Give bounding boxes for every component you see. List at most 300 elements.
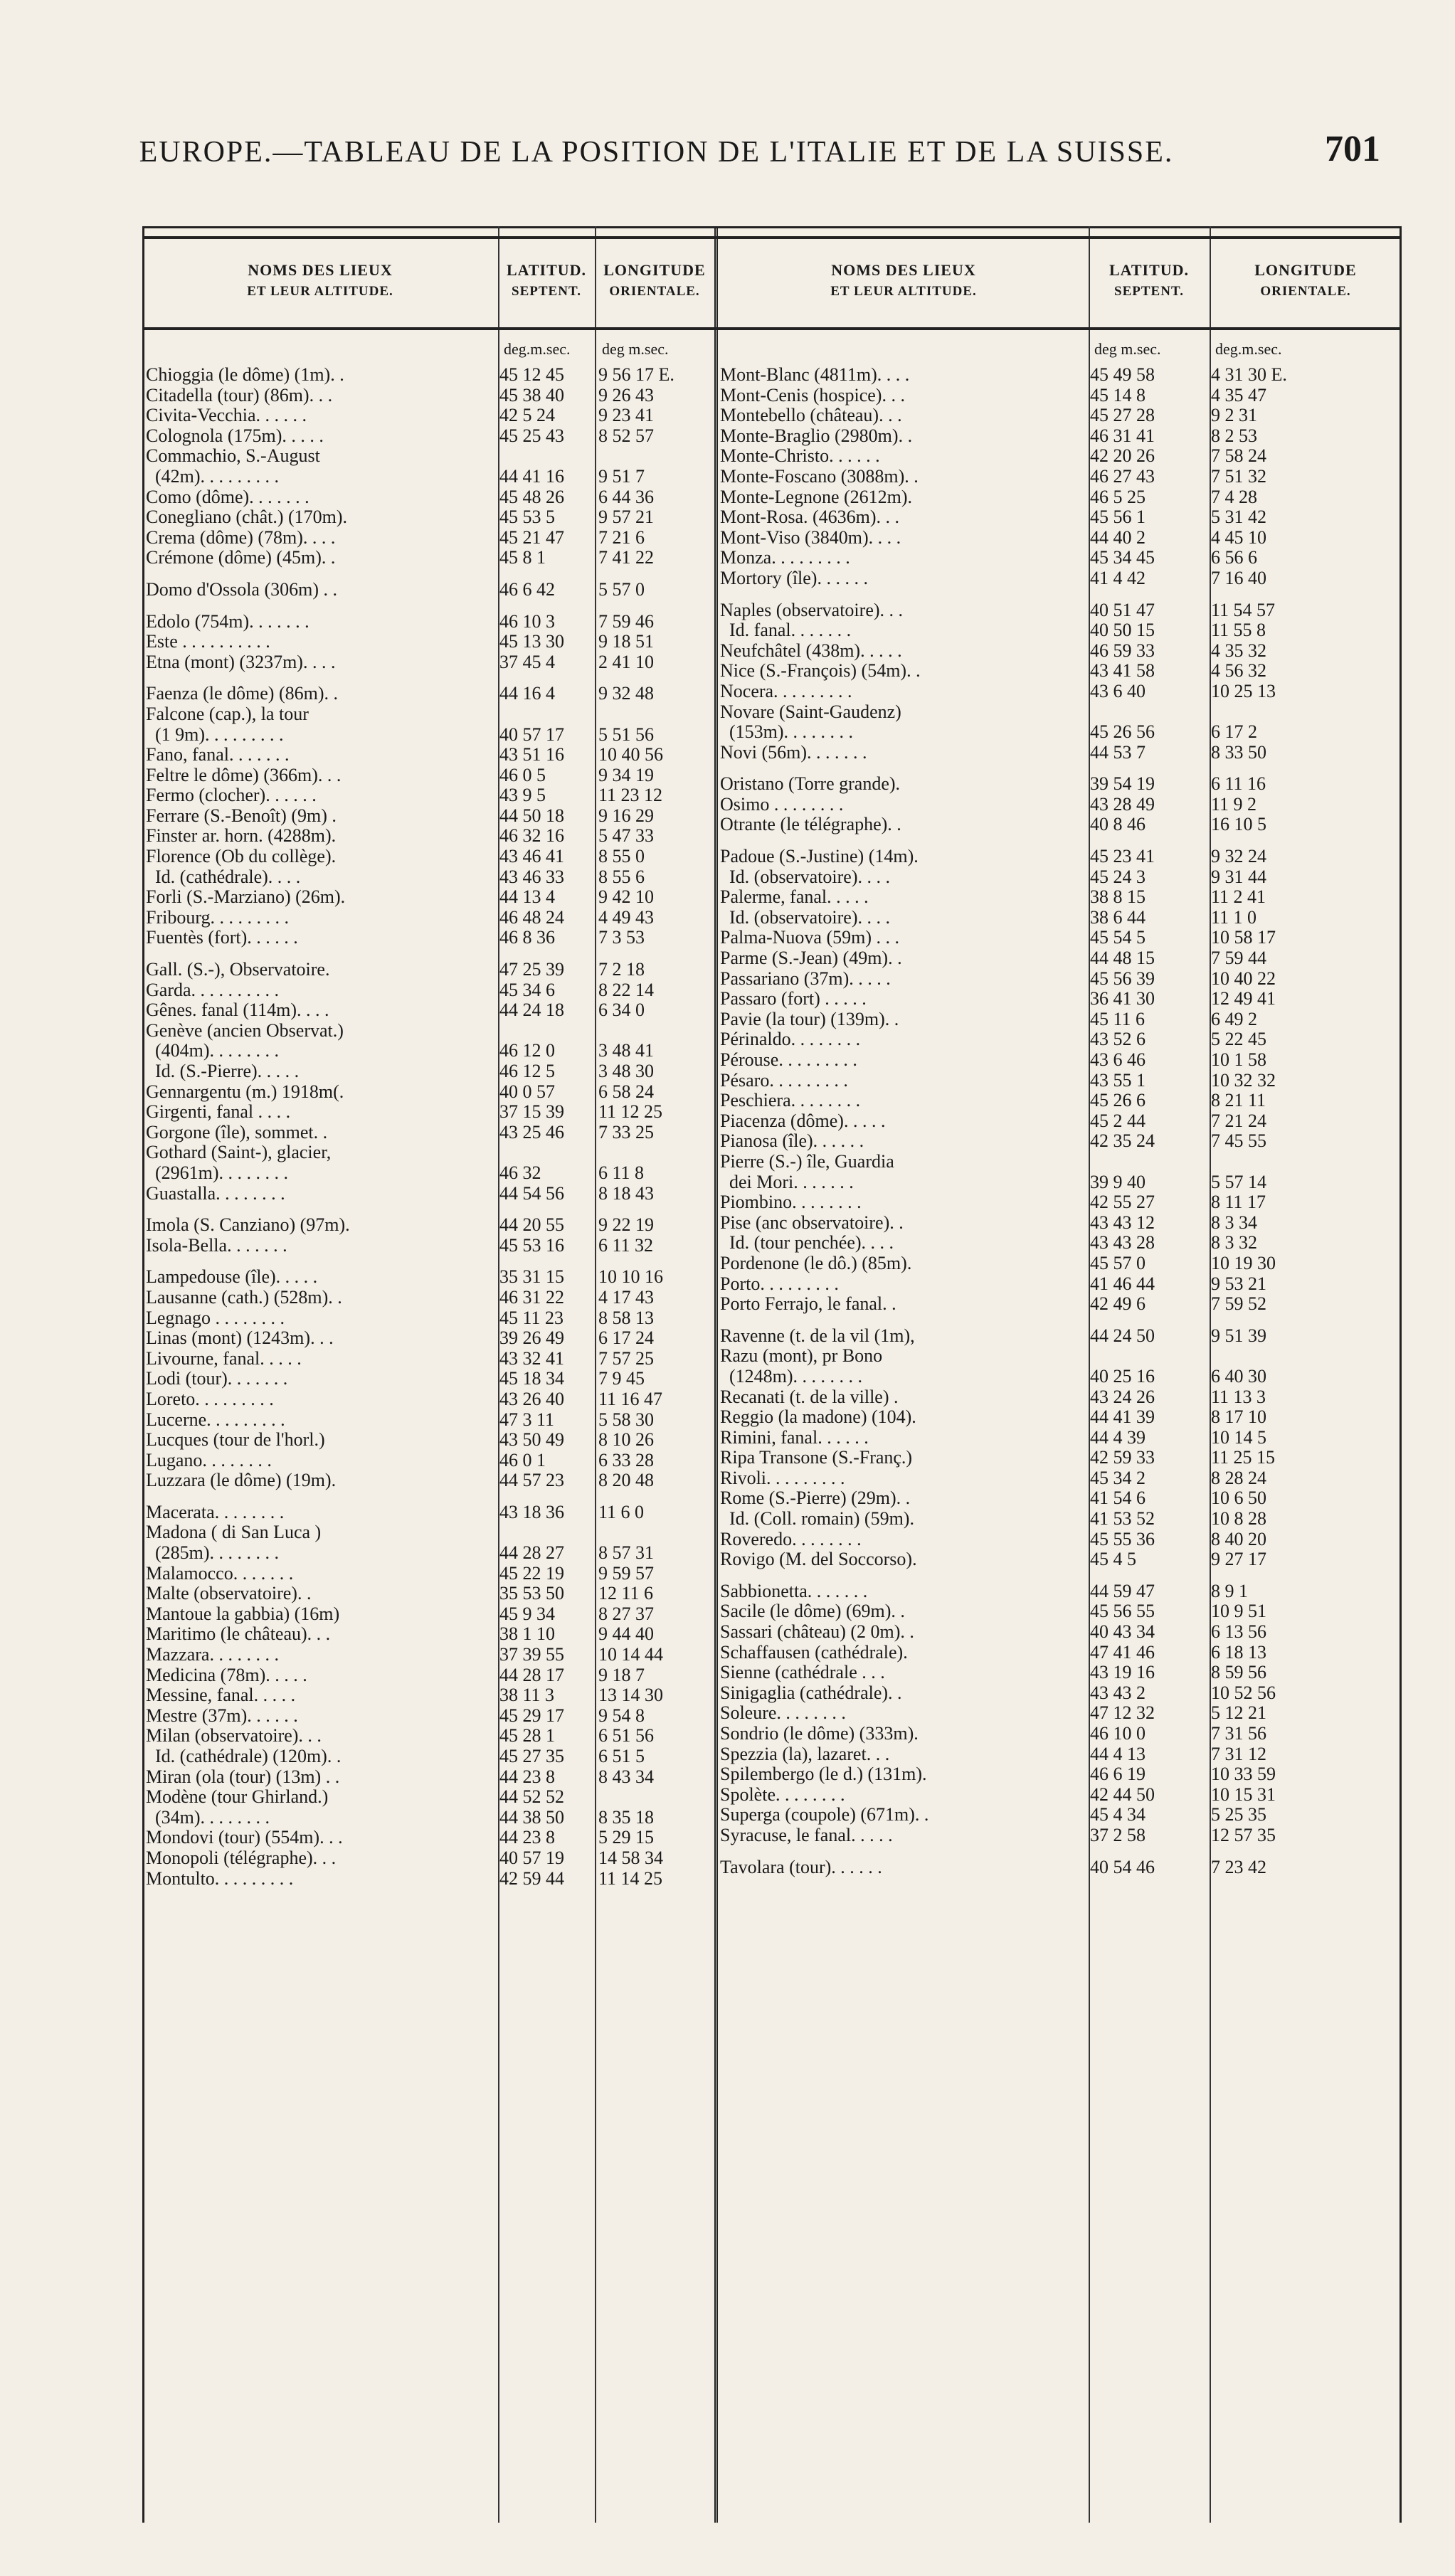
- latitude-value: 46 0 1: [499, 1449, 546, 1470]
- place-name: Mont-Cenis (hospice). . .: [720, 384, 905, 406]
- left-lat-units: deg.m.sec.: [504, 340, 571, 358]
- latitude-value: 47 41 46: [1090, 1641, 1155, 1663]
- longitude-value: 4 17 43: [598, 1286, 654, 1308]
- table-row: [146, 1214, 715, 1235]
- place-name: Id. (Coll. romain) (59m).: [720, 1508, 914, 1530]
- latitude-value: 45 2 44: [1090, 1110, 1146, 1131]
- table-row: [720, 487, 1400, 507]
- place-name: Florence (Ob du collège).: [146, 846, 337, 867]
- latitude-value: 43 41 58: [1090, 660, 1155, 682]
- place-name: Este . . . . . . . . . .: [146, 631, 270, 652]
- longitude-value: 9 16 29: [598, 805, 654, 826]
- table-row: [720, 640, 1400, 661]
- longitude-value: 4 31 30 E.: [1211, 364, 1287, 385]
- table-row: [720, 405, 1400, 425]
- place-name: Gennargentu (m.) 1918m(.: [146, 1081, 344, 1102]
- latitude-value: 44 4 39: [1090, 1426, 1146, 1448]
- place-name: Mont-Rosa. (4636m). . .: [720, 507, 900, 528]
- latitude-value: 46 27 43: [1090, 465, 1155, 487]
- longitude-value: 10 33 59: [1211, 1764, 1276, 1785]
- place-name: Id. (observatoire). . . .: [720, 906, 890, 928]
- longitude-value: 6 34 0: [598, 1000, 645, 1021]
- right-lat-header: LATITUD. SEPTENT.: [1109, 261, 1190, 299]
- latitude-value: 46 6 42: [499, 578, 555, 600]
- table-row: [146, 466, 715, 487]
- latitude-value: 37 2 58: [1090, 1824, 1146, 1845]
- place-name: Miran (ola (tour) (13m) . .: [146, 1766, 340, 1787]
- latitude-value: 40 8 46: [1090, 814, 1146, 835]
- table-row: [146, 1746, 715, 1766]
- longitude-value: 8 59 56: [1211, 1662, 1266, 1683]
- place-name: Guastalla. . . . . . . .: [146, 1182, 285, 1204]
- table-row: [146, 1848, 715, 1868]
- longitude-value: 9 18 51: [598, 631, 654, 652]
- longitude-value: 8 11 17: [1211, 1192, 1266, 1213]
- table-row: [720, 1702, 1400, 1723]
- longitude-value: 9 44 40: [598, 1623, 654, 1645]
- longitude-value: 9 18 7: [598, 1664, 645, 1685]
- table-row: [146, 704, 715, 724]
- place-name: Fuentès (fort). . . . . .: [146, 927, 298, 948]
- place-name: Montulto. . . . . . . . .: [146, 1867, 294, 1889]
- latitude-value: 44 48 15: [1090, 948, 1155, 969]
- longitude-value: 9 42 10: [598, 886, 654, 908]
- longitude-value: 7 57 25: [598, 1347, 654, 1369]
- place-name: Osimo . . . . . . . .: [720, 793, 844, 815]
- table-row: [720, 1172, 1400, 1192]
- latitude-value: 43 32 41: [499, 1347, 564, 1369]
- longitude-value: 10 40 56: [598, 744, 663, 765]
- table-row: [720, 886, 1400, 907]
- place-name: Mantoue la gabbia) (16m): [146, 1603, 340, 1624]
- place-name: Pierre (S.-) île, Guardia: [720, 1150, 894, 1172]
- latitude-value: 44 52 52: [499, 1786, 564, 1808]
- latitude-value: 42 44 50: [1090, 1783, 1155, 1805]
- longitude-value: 8 55 6: [598, 866, 645, 887]
- table-row: [146, 507, 715, 527]
- place-name: Rovigo (M. del Soccorso).: [720, 1549, 917, 1570]
- longitude-value: 8 3 34: [1211, 1212, 1257, 1233]
- table-row: [146, 1827, 715, 1848]
- table-row: [146, 547, 715, 568]
- longitude-value: 14 58 34: [598, 1847, 663, 1868]
- longitude-value: 8 10 26: [598, 1429, 654, 1451]
- place-name: Novi (56m). . . . . . .: [720, 741, 867, 763]
- place-name: Civita-Vecchia. . . . . .: [146, 405, 307, 426]
- latitude-value: 44 13 4: [499, 886, 555, 908]
- longitude-value: 4 35 32: [1211, 640, 1266, 661]
- latitude-value: 36 41 30: [1090, 988, 1155, 1009]
- place-name: Razu (mont), pr Bono: [720, 1345, 883, 1367]
- table-row: [720, 1468, 1400, 1488]
- place-name: Madona ( di San Luca ): [146, 1522, 322, 1543]
- longitude-value: 4 45 10: [1211, 526, 1266, 548]
- place-name: Recanati (t. de la ville) .: [720, 1386, 899, 1407]
- longitude-value: 9 31 44: [1211, 866, 1266, 887]
- latitude-value: 43 18 36: [499, 1501, 564, 1522]
- latitude-value: 46 32: [499, 1162, 541, 1183]
- table-row: [720, 364, 1400, 385]
- latitude-value: 44 16 4: [499, 683, 555, 704]
- table-row: [720, 1345, 1400, 1366]
- latitude-value: 45 55 36: [1090, 1528, 1155, 1549]
- place-name: Rome (S.-Pierre) (29m). .: [720, 1488, 911, 1509]
- latitude-value: 45 38 40: [499, 384, 564, 406]
- longitude-value: 8 2 53: [1211, 425, 1257, 446]
- table-row: [720, 445, 1400, 466]
- longitude-value: 2 41 10: [598, 651, 654, 672]
- place-name: Pésaro. . . . . . . . .: [720, 1069, 848, 1091]
- place-name: Rivoli. . . . . . . . .: [720, 1467, 845, 1488]
- place-name: Messine, fanal. . . . .: [146, 1685, 296, 1706]
- longitude-value: 11 12 25: [598, 1101, 663, 1123]
- latitude-value: 43 46 33: [499, 866, 564, 887]
- right-name-header: NOMS DES LIEUX ET LEUR ALTITUDE.: [830, 261, 977, 299]
- table-row: [146, 825, 715, 846]
- right-lon-header: LONGITUDE ORIENTALE.: [1254, 261, 1357, 299]
- place-name: Girgenti, fanal . . . .: [146, 1101, 291, 1123]
- place-name: Soleure. . . . . . . .: [720, 1702, 846, 1724]
- place-name: dei Mori. . . . . . .: [720, 1171, 854, 1192]
- latitude-value: 42 35 24: [1090, 1130, 1155, 1152]
- table-row: [720, 927, 1400, 948]
- latitude-value: 43 26 40: [499, 1388, 564, 1409]
- longitude-value: 5 51 56: [598, 723, 654, 745]
- latitude-value: 40 51 47: [1090, 599, 1155, 620]
- longitude-value: 13 14 30: [598, 1685, 663, 1706]
- table-row: [146, 527, 715, 548]
- longitude-value: 9 56 17 E.: [598, 364, 674, 385]
- table-row: [720, 742, 1400, 763]
- place-name: Spolète. . . . . . . .: [720, 1783, 845, 1805]
- place-name: Monza. . . . . . . . .: [720, 547, 850, 568]
- place-name: Nocera. . . . . . . . .: [720, 680, 852, 701]
- latitude-value: 37 15 39: [499, 1101, 564, 1123]
- place-name: Passariano (37m). . . . .: [720, 968, 891, 989]
- latitude-value: 45 27 35: [499, 1746, 564, 1766]
- table-row: [146, 724, 715, 745]
- place-name: Etna (mont) (3237m). . . .: [146, 651, 336, 672]
- longitude-value: 9 32 24: [1211, 846, 1266, 867]
- header-bottom-rule: [142, 327, 1402, 330]
- latitude-value: 45 28 1: [499, 1725, 555, 1747]
- longitude-value: 6 11 8: [598, 1162, 645, 1183]
- place-name: Montebello (château). . .: [720, 405, 902, 426]
- table-row: [720, 660, 1400, 681]
- latitude-value: 45 11 23: [499, 1307, 564, 1328]
- place-name: Commachio, S.-August: [146, 445, 320, 467]
- table-row: [146, 927, 715, 948]
- longitude-value: 6 51 5: [598, 1746, 645, 1766]
- place-name: Gênes. fanal (114m). . . .: [146, 1000, 329, 1021]
- latitude-value: 45 25 43: [499, 425, 564, 446]
- left-lon-units: deg m.sec.: [602, 340, 669, 358]
- place-name: (404m). . . . . . . .: [146, 1040, 280, 1061]
- place-name: Conegliano (chât.) (170m).: [146, 507, 348, 528]
- latitude-value: 45 34 6: [499, 979, 555, 1000]
- right-column: [720, 364, 1400, 1877]
- table-row: [146, 1020, 715, 1041]
- table-row: [720, 1662, 1400, 1682]
- place-name: Pérouse. . . . . . . . .: [720, 1049, 857, 1070]
- table-row: [146, 1122, 715, 1143]
- table-row: [720, 600, 1400, 620]
- longitude-value: 6 33 28: [598, 1449, 654, 1470]
- longitude-value: 10 6 50: [1211, 1488, 1266, 1509]
- longitude-value: 9 51 7: [598, 465, 645, 487]
- place-name: Faenza (le dôme) (86m). .: [146, 683, 339, 704]
- longitude-value: 7 41 22: [598, 547, 654, 568]
- latitude-value: 45 4 5: [1090, 1549, 1136, 1570]
- longitude-value: 7 21 6: [598, 526, 645, 548]
- latitude-value: 45 57 0: [1090, 1252, 1146, 1273]
- place-name: Loreto. . . . . . . . .: [146, 1388, 274, 1409]
- place-name: Mazzara. . . . . . . .: [146, 1644, 279, 1665]
- latitude-value: 44 20 55: [499, 1214, 564, 1236]
- table-row: [146, 1623, 715, 1644]
- longitude-value: 7 2 18: [598, 959, 645, 980]
- longitude-value: 7 58 24: [1211, 445, 1266, 467]
- longitude-value: 9 32 48: [598, 683, 654, 704]
- latitude-value: 45 4 34: [1090, 1804, 1146, 1825]
- table-row: [720, 1621, 1400, 1642]
- latitude-value: 45 54 5: [1090, 927, 1146, 948]
- place-name: Livourne, fanal. . . . .: [146, 1347, 302, 1369]
- table-row: [146, 652, 715, 672]
- place-name: Garda. . . . . . . . . .: [146, 979, 280, 1000]
- longitude-value: 10 14 44: [598, 1644, 663, 1665]
- latitude-value: 45 22 19: [499, 1562, 564, 1584]
- place-name: Superga (coupole) (671m). .: [720, 1804, 929, 1825]
- place-name: Otrante (le télégraphe). .: [720, 814, 901, 835]
- place-name: Citadella (tour) (86m). . .: [146, 384, 333, 406]
- table-row: [146, 425, 715, 446]
- table-row: [720, 568, 1400, 588]
- place-name: (34m). . . . . . . .: [146, 1806, 270, 1828]
- table-row: [720, 866, 1400, 887]
- place-name: Fribourg. . . . . . . . .: [146, 906, 290, 928]
- table-row: [720, 1151, 1400, 1172]
- place-name: Medicina (78m). . . . .: [146, 1664, 307, 1685]
- longitude-value: 5 57 0: [598, 578, 645, 600]
- table-row: [146, 765, 715, 785]
- latitude-value: 45 34 2: [1090, 1467, 1146, 1488]
- latitude-value: 44 59 47: [1090, 1580, 1155, 1601]
- longitude-value: 10 15 31: [1211, 1783, 1276, 1805]
- place-name: Luzzara (le dôme) (19m).: [146, 1470, 337, 1491]
- table-row: [146, 611, 715, 632]
- latitude-value: 39 54 19: [1090, 773, 1155, 795]
- longitude-value: 6 17 2: [1211, 721, 1257, 743]
- table-row: [146, 1308, 715, 1328]
- place-name: Feltre le dôme) (366m). . .: [146, 764, 342, 785]
- table-row: [146, 1266, 715, 1287]
- longitude-value: 10 14 5: [1211, 1426, 1266, 1448]
- place-name: Pise (anc observatoire). .: [720, 1212, 904, 1233]
- latitude-value: 44 4 13: [1090, 1743, 1146, 1764]
- page-number: 701: [1325, 129, 1380, 169]
- table-row: [146, 1604, 715, 1624]
- latitude-value: 46 10 3: [499, 610, 555, 632]
- longitude-value: 8 28 24: [1211, 1467, 1266, 1488]
- latitude-value: 43 43 12: [1090, 1212, 1155, 1233]
- table-row: [146, 631, 715, 652]
- longitude-value: 10 40 22: [1211, 968, 1276, 989]
- table-row: [720, 385, 1400, 406]
- longitude-value: 8 3 32: [1211, 1232, 1257, 1253]
- latitude-value: 43 43 28: [1090, 1232, 1155, 1253]
- place-name: Sienne (cathédrale . . .: [720, 1662, 885, 1683]
- latitude-value: 45 13 30: [499, 631, 564, 652]
- latitude-value: 43 46 41: [499, 846, 564, 867]
- table-row: [720, 1825, 1400, 1845]
- longitude-value: 5 12 21: [1211, 1702, 1266, 1724]
- table-row: [146, 1725, 715, 1746]
- table-row: [720, 773, 1400, 794]
- latitude-value: 45 24 3: [1090, 866, 1146, 887]
- latitude-value: 44 40 2: [1090, 526, 1146, 548]
- latitude-value: 43 55 1: [1090, 1069, 1146, 1091]
- table-row: [146, 1000, 715, 1020]
- latitude-value: 41 46 44: [1090, 1273, 1155, 1294]
- latitude-value: 43 52 6: [1090, 1029, 1146, 1050]
- table-row: [146, 907, 715, 928]
- latitude-value: 39 9 40: [1090, 1171, 1146, 1192]
- latitude-value: 43 25 46: [499, 1121, 564, 1143]
- latitude-value: 43 19 16: [1090, 1662, 1155, 1683]
- latitude-value: 45 11 6: [1090, 1008, 1146, 1029]
- longitude-value: 9 2 31: [1211, 405, 1257, 426]
- longitude-value: 3 48 30: [598, 1061, 654, 1081]
- place-name: Id. (cathédrale) (120m). .: [146, 1746, 342, 1766]
- latitude-value: 44 41 39: [1090, 1406, 1155, 1428]
- place-name: Lausanne (cath.) (528m). .: [146, 1286, 342, 1308]
- longitude-value: 10 58 17: [1211, 927, 1276, 948]
- place-name: Malte (observatoire). .: [146, 1583, 312, 1604]
- table-row: [720, 1764, 1400, 1784]
- longitude-value: 10 10 16: [598, 1266, 663, 1288]
- table-row: [146, 1101, 715, 1122]
- table-row: [146, 1705, 715, 1726]
- table-row: [720, 1529, 1400, 1549]
- longitude-value: 11 54 57: [1211, 599, 1276, 620]
- table-row: [720, 1253, 1400, 1273]
- table-row: [146, 744, 715, 765]
- longitude-value: 7 4 28: [1211, 486, 1257, 507]
- table-row: [146, 1807, 715, 1828]
- longitude-value: 8 35 18: [598, 1806, 654, 1828]
- table-row: [146, 1470, 715, 1490]
- place-name: Domo d'Ossola (306m) . .: [146, 578, 338, 600]
- table-row: [720, 1111, 1400, 1131]
- place-name: Falcone (cap.), la tour: [146, 703, 309, 724]
- header-rule: [142, 236, 1402, 239]
- longitude-value: 9 51 39: [1211, 1325, 1266, 1346]
- place-name: Id. (cathédrale). . . .: [146, 866, 301, 887]
- latitude-value: 46 8 36: [499, 927, 555, 948]
- place-name: Monte-Legnone (2612m).: [720, 486, 913, 507]
- latitude-value: 45 18 34: [499, 1368, 564, 1389]
- longitude-value: 3 48 41: [598, 1040, 654, 1061]
- longitude-value: 11 1 0: [1211, 906, 1257, 928]
- longitude-value: 6 13 56: [1211, 1621, 1266, 1643]
- latitude-value: 46 5 25: [1090, 486, 1146, 507]
- table-row: [720, 1682, 1400, 1703]
- latitude-value: 45 29 17: [499, 1705, 564, 1726]
- latitude-value: 40 25 16: [1090, 1365, 1155, 1387]
- place-name: Como (dôme). . . . . . .: [146, 486, 309, 507]
- place-name: Spezzia (la), lazaret. . .: [720, 1743, 890, 1764]
- longitude-value: 7 51 32: [1211, 465, 1266, 487]
- longitude-value: 5 47 33: [598, 825, 654, 847]
- place-name: Oristano (Torre grande).: [720, 773, 901, 795]
- table-row: [720, 1009, 1400, 1029]
- table-row: [146, 1766, 715, 1787]
- table-row: [720, 721, 1400, 742]
- latitude-value: 42 5 24: [499, 405, 555, 426]
- latitude-value: 45 48 26: [499, 486, 564, 507]
- table-row: [146, 1348, 715, 1369]
- place-name: Ravenne (t. de la vil (1m),: [720, 1325, 915, 1346]
- table-row: [720, 1366, 1400, 1387]
- latitude-value: 37 45 4: [499, 651, 555, 672]
- longitude-value: 8 20 48: [598, 1470, 654, 1491]
- table-row: [146, 1327, 715, 1348]
- left-column: [146, 364, 715, 1888]
- table-row: [146, 1450, 715, 1470]
- longitude-value: 8 55 0: [598, 846, 645, 867]
- place-name: Nice (S.-François) (54m). .: [720, 660, 921, 682]
- table-row: [720, 1857, 1400, 1877]
- table-row: [146, 1061, 715, 1081]
- longitude-value: 6 44 36: [598, 486, 654, 507]
- table-row: [146, 1563, 715, 1584]
- longitude-value: 11 2 41: [1211, 886, 1266, 908]
- latitude-value: 44 24 50: [1090, 1325, 1155, 1346]
- longitude-value: 7 3 53: [598, 927, 645, 948]
- table-row: [146, 846, 715, 866]
- longitude-value: 11 9 2: [1211, 793, 1257, 815]
- latitude-value: 44 28 27: [499, 1542, 564, 1564]
- place-name: Fermo (clocher). . . . . .: [146, 785, 317, 806]
- table-row: [146, 1368, 715, 1389]
- longitude-value: 11 55 8: [1211, 620, 1266, 641]
- longitude-value: 9 22 19: [598, 1214, 654, 1236]
- place-name: Monte-Braglio (2980m). .: [720, 425, 913, 446]
- table-row: [720, 1212, 1400, 1233]
- place-name: Palma-Nuova (59m) . . .: [720, 927, 900, 948]
- latitude-value: 45 49 58: [1090, 364, 1155, 385]
- longitude-value: 8 57 31: [598, 1542, 654, 1564]
- table-row: [720, 547, 1400, 568]
- place-name: Sabbionetta. . . . . . .: [720, 1580, 868, 1601]
- place-name: Pordenone (le dô.) (85m).: [720, 1252, 912, 1273]
- table-row: [720, 1029, 1400, 1049]
- table-row: [720, 466, 1400, 487]
- longitude-value: 7 59 46: [598, 610, 654, 632]
- place-name: Ferrare (S.-Benoît) (9m) .: [146, 805, 337, 826]
- place-name: (42m). . . . . . . . .: [146, 465, 280, 487]
- latitude-value: 40 57 19: [499, 1847, 564, 1868]
- latitude-value: 43 6 46: [1090, 1049, 1146, 1070]
- longitude-value: 10 9 51: [1211, 1601, 1266, 1622]
- longitude-value: 6 18 13: [1211, 1641, 1266, 1663]
- table-row: [146, 866, 715, 887]
- latitude-value: 45 53 5: [499, 507, 555, 528]
- place-name: Lucques (tour de l'horl.): [146, 1429, 325, 1451]
- table-row: [720, 794, 1400, 815]
- place-name: Sassari (château) (2 0m). .: [720, 1621, 914, 1643]
